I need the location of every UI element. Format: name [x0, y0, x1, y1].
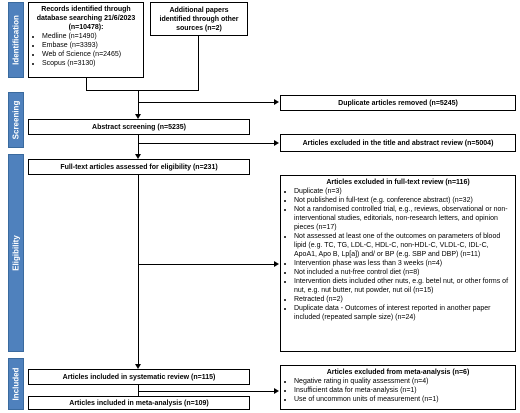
meta-exclusion-list	[284, 377, 512, 404]
database-item: • Medline (n=1490)	[42, 32, 140, 41]
exclusion-reason: • Duplicate (n=3)	[294, 187, 512, 196]
connector	[86, 78, 87, 90]
phase-eligibility-label: Eligibility	[11, 235, 21, 271]
phase-identification-label: Identification	[11, 15, 21, 65]
arrow-right	[274, 140, 279, 146]
fulltext-excluded-title: Articles excluded in full-text review (n=116)	[326, 179, 470, 186]
meta-exclusion-reason: • Use of uncommon units of measurement (n=1)	[294, 395, 512, 404]
duplicates-removed-box	[280, 95, 516, 111]
arrow-right	[274, 261, 279, 267]
excluded-title-abstract-text: Articles excluded in the title and abstract review (n=5004)	[302, 139, 494, 147]
connector	[86, 90, 199, 91]
connector	[138, 102, 274, 103]
exclusion-reason-list	[284, 187, 512, 322]
meta-excluded-box	[280, 365, 516, 410]
meta-exclusion-reason: • Negative rating in quality assessment (n=4)	[294, 377, 512, 386]
exclusion-reason: • Not included a nut-free control diet (n=8)	[294, 268, 512, 277]
exclusion-reason: • Retracted (n=2)	[294, 295, 512, 304]
excluded-title-abstract-box	[280, 134, 516, 152]
prisma-flow-diagram	[8, 0, 520, 413]
fulltext-assessed-box	[28, 159, 250, 175]
arrow-right	[274, 388, 279, 394]
additional-papers-box	[150, 2, 248, 36]
connector	[138, 135, 139, 155]
phase-included-label: Included	[11, 367, 21, 401]
duplicates-removed-text: Duplicate articles removed (n=5245)	[338, 99, 458, 107]
meta-exclusion-reason: • Insufficient data for meta-analysis (n=1)	[294, 386, 512, 395]
exclusion-reason: • Duplicate data - Outcomes of interest reported in another paper included (repeated sample size) (n=24)	[294, 304, 512, 322]
connector	[138, 143, 274, 144]
connector	[138, 391, 274, 392]
systematic-review-box	[28, 369, 250, 385]
connector	[138, 175, 139, 365]
abstract-screening-text: Abstract screening (n=5235)	[92, 123, 186, 131]
exclusion-reason: • Intervention diets included other nuts, e.g. betel nut, or other forms of nut, e.g. nut butter, nut powder, nut oil (n=15)	[294, 277, 512, 295]
phase-screening-label: Screening	[11, 100, 21, 140]
fulltext-assessed-text: Full-text articles assessed for eligibility (n=231)	[60, 163, 218, 171]
database-item: • Embase (n=3393)	[42, 41, 140, 50]
meta-excluded-title: Articles excluded from meta-analysis (n=6)	[326, 369, 470, 376]
phase-eligibility	[8, 154, 24, 352]
exclusion-reason: • Intervention phase was less than 3 weeks (n=4)	[294, 259, 512, 268]
meta-analysis-box	[28, 396, 250, 410]
additional-papers-text: Additional papers identified through other sources (n=2)	[159, 6, 239, 32]
exclusion-reason: • Not a randomised controlled trial, e.g., reviews, observational or non-interventional studies, editorials, non-research letters, and opinion pieces (n=17)	[294, 205, 512, 232]
exclusion-reason: • Not assessed at least one of the outcomes on parameters of blood lipid (e.g. TC, TG, LDL-C, HDL-C, non-HDL-C, VLDL-C, IDL-C, ApoA1, Apo B, Lp[a]) and/ or BP (e.g. SBP and DBP) (n=11)	[294, 232, 512, 259]
phase-included	[8, 358, 24, 410]
connector	[138, 264, 274, 265]
phase-screening	[8, 92, 24, 148]
meta-analysis-text: Articles included in meta-analysis (n=109)	[69, 399, 209, 407]
connector	[198, 36, 199, 90]
abstract-screening-box	[28, 119, 250, 135]
records-identified-title: Records identified through database searching 21/6/2023 (n=10478):	[36, 6, 136, 31]
database-item: • Scopus (n=3130)	[42, 59, 140, 68]
exclusion-reason: • Not published in full-text (e.g. conference abstract) (n=32)	[294, 196, 512, 205]
systematic-review-text: Articles included in systematic review (n=115)	[62, 373, 216, 381]
records-identified-box	[28, 2, 144, 78]
arrow-right	[274, 99, 279, 105]
database-list	[32, 32, 140, 68]
fulltext-excluded-box	[280, 175, 516, 352]
database-item: • Web of Science (n=2465)	[42, 50, 140, 59]
phase-identification	[8, 2, 24, 78]
